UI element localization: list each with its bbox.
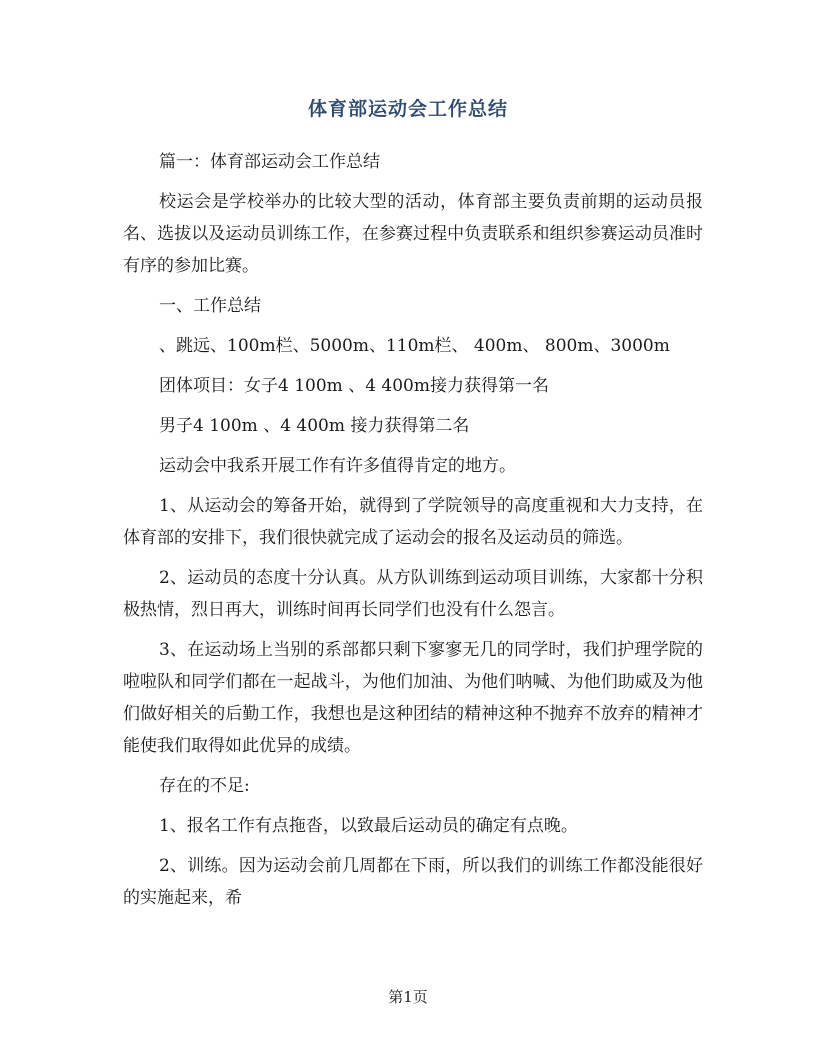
paragraph-shortcomings-heading: 存在的不足: — [159, 776, 250, 796]
paragraph-shortcoming-2: 2、训练。因为运动会前几周都在下雨，所以我们的训练工作都没能很好的实施起来，希 — [123, 856, 703, 908]
paragraph-intro: 校运会是学校举办的比较大型的活动，体育部主要负责前期的运动员报名、选拔以及运动员训练工作，在参赛过程中负责联系和组织参赛运动员准时有序的参加比赛。 — [123, 192, 703, 276]
paragraph-point-1: 1、从运动会的筹备开始，就得到了学院领导的高度重视和大力支持，在体育部的安排下，我们很快就完成了运动会的报名及运动员的筛选。 — [123, 496, 703, 548]
paragraph-section-heading: 一、工作总结 — [159, 296, 261, 316]
paragraph-team-women: 团体项目：女子4 100m 、4 400m接力获得第一名 — [159, 376, 549, 396]
paragraph-point-2: 2、运动员的态度十分认真。从方队训练到运动项目训练，大家都十分积极热情，烈日再大，训练时间再长同学们也没有什么怨言。 — [123, 568, 703, 620]
page-number: 第1页 — [388, 988, 428, 1006]
paragraph-team-men: 男子4 100m 、4 400m 接力获得第二名 — [159, 416, 470, 436]
paragraph-heading-part-one: 篇一：体育部运动会工作总结 — [159, 152, 380, 172]
paragraph-shortcoming-1: 1、报名工作有点拖沓，以致最后运动员的确定有点晚。 — [159, 816, 578, 836]
paragraph-point-3: 3、在运动场上当别的系部都只剩下寥寥无几的同学时，我们护理学院的啦啦队和同学们都在一起战斗，为他们加油、为他们呐喊、为他们助威及为他们做好相关的后勤工作，我想也是这种团结的精神这种不抛弃不放弃的精神才能使我们取得如此优异的成绩。 — [123, 640, 703, 756]
document-title: 体育部运动会工作总结 — [307, 98, 508, 120]
paragraph-summary-intro: 运动会中我系开展工作有许多值得肯定的地方。 — [159, 456, 516, 476]
paragraph-events-list: 、跳远、100m栏、5000m、110m栏、 400m、 800m、3000m — [159, 336, 670, 356]
document-body — [123, 146, 703, 922]
